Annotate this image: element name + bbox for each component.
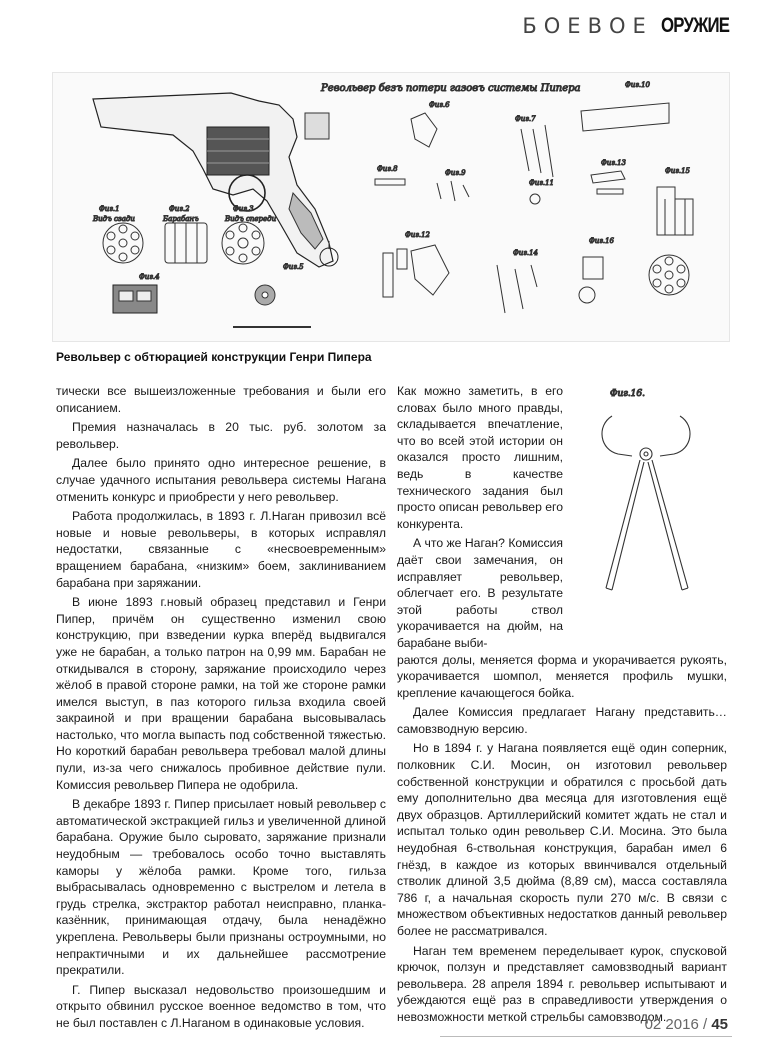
paragraph: Но в 1894 г. у Нагана появляется ещё один соперник, полковник С.И. Мосин, он изготовил револьвер собственной конструкции и обратился с просьбой дать ему дополнительно два месяца для изготовления ещё двух образцов. Артиллерийский комитет ждать не стал и испытал только один револьвер С.И. Мосина. Это была неудобная 6-ствольная конструкция, барабан имел 6 гнёзд, в каждое из которых ввинчивался отдельный стволик длиной 3,5 дюйма (8,89 см), масса составляла 786 г, а начальная скорость пули 270 м/с. В связи с множеством объективных недостатков данный револьвер более не рассматривался. (397, 741, 727, 938)
paragraph: А что же Наган? Комиссия даёт свои замечания, он исправляет револьвер, облегчает его. В результате этой работы ствол укорачивается на дюйм, на барабане выби- (397, 536, 563, 650)
page-footer (645, 1016, 728, 1033)
figure-label: Видъ сзади (93, 215, 135, 223)
figure-label: Фиг.5 (283, 263, 304, 271)
figure-label: Фиг.11 (529, 179, 554, 187)
figure-label: Фиг.10 (625, 81, 650, 89)
brand-light-text: БОЕВОЕ (522, 14, 653, 38)
figure-label: Фиг.15 (665, 167, 690, 175)
paragraph-continuation: раются долы, меняется форма и укорачивается рукоять, укорачивается шомпол, меняется профиль мушки, крепление качающегося бойка. (397, 652, 727, 700)
paragraph: Наган тем временем переделывает курок, спусковой крючок, ползун и представляет самовзводный вариант револьвера. 28 апреля 1894 г. револьвер испытывают и убеждаются ещё раз в справедливости утверждения о невозможности меткой стрельбы самовзводом. (397, 943, 727, 1024)
figure-label: Фиг.13 (601, 159, 626, 167)
text-beside-figure (397, 383, 563, 652)
figure-label: Фиг.16 (589, 237, 614, 245)
figure-label: Фиг.12 (405, 231, 430, 239)
figure-label: Фиг.16. (610, 389, 645, 399)
pliers-figure (566, 382, 726, 614)
drum-views (92, 205, 311, 327)
paragraph: Премия назначалась в 20 тыс. руб. золотом за револьвер. (56, 420, 386, 451)
paragraph: тически все вышеизложенные требования и были его описанием. (56, 384, 386, 415)
brand-logo: ОРУЖИЕ (660, 14, 729, 37)
paragraph: В декабре 1893 г. Пипер присылает новый револьвер с автоматической экстракцией гильз и увеличенной длиной барабана. Оружие было сыровато, заряжание признали неудобным — требовалось особо точно выставлять каморы у жёлоба рамки. Кроме того, гильза выбрасывалась одновременно с выстрелом и летела в грудь стрелка, экстрактор работал неисправно, планка-казённик, принимающая отдачу, была ненадёжно укреплена. Револьверы были признаны остроумными, но непрактичными и их дальнейшее рассмотрение прекратили. (56, 797, 386, 978)
issue-number: 02 2016 / (644, 1016, 712, 1033)
figure-title: Револьвер безъ потери газовъ системы Пипера (321, 83, 581, 94)
paragraph: В июне 1893 г.новый образец представил и Генри Пипер, причём он существенно изменил свою конструкцию, при взведении курка вперёд выдвигался уже не барабан, а только патрон на 0,99 мм. Барабан не откидывался в сторону, заряжание происходило через жёлоб в правой стороне рамки, на той же стороне рамки имелся выступ, в паз которого гильза входила своей закраиной и при вращении барабана высовывалась настолько, что могла выпасть под собственной тяжестью. Но короткий барабан револьвера требовал малой длины пули, из-за чего снижалось пробивное действие пули. Комиссия револьвер Пипера не одобрила. (56, 595, 386, 792)
revolver-schematic-figure (52, 72, 730, 342)
figure-label: Фиг.8 (377, 165, 398, 173)
paragraph: Г. Пипер высказал недовольство произошедшим и открыто обвинил русское военное ведомство в том, что не был поставлен с Л.Наганом в одинаковые условия. (56, 982, 386, 1030)
figure-label: Фиг.6 (429, 101, 450, 109)
figure-label: Фиг.4 (139, 273, 160, 281)
footer-divider (440, 1036, 732, 1037)
figure-label: Фиг.14 (513, 249, 538, 257)
parts-drawings (375, 81, 693, 313)
figure-label: Фиг.7 (515, 115, 536, 123)
figure-caption: Револьвер с обтюрацией конструкции Генри Пипера (56, 350, 372, 364)
figure-label: Видъ спереди (225, 215, 277, 223)
page-number: 45 (711, 1016, 728, 1033)
magazine-brand (522, 14, 746, 38)
figure-label: Фиг.2 (169, 205, 190, 213)
figure-label: Фиг.9 (445, 169, 466, 177)
paragraph: Далее Комиссия предлагает Нагану представить… самовзводную версию. (397, 705, 727, 736)
revolver-drawing (93, 93, 338, 267)
paragraph: Работа продолжилась, в 1893 г. Л.Наган привозил всё новые и новые револьверы, в которых исправлял недостатки, связанные с «несвоевременным» вращением барабана, «низким» боем, заклиниванием барабана при заряжании. (56, 509, 386, 590)
figure-label: Фиг.1 (99, 205, 120, 213)
paragraph: Далее было принято одно интересное решение, в случае удачного испытания револьвера системы Нагана отменить конкурс и приобрести у него револьвер. (56, 456, 386, 504)
paragraph: Как можно заметить, в его словах было много правды, складывается впечатление, что во всей этой истории он оказался просто лишним, ведь в качестве технического задания был просто описан револьвер его конкурента. (397, 384, 563, 531)
figure-label: Барабанъ (163, 215, 199, 223)
figure-label: Фиг.3 (233, 205, 254, 213)
text-column-left (56, 383, 386, 1035)
